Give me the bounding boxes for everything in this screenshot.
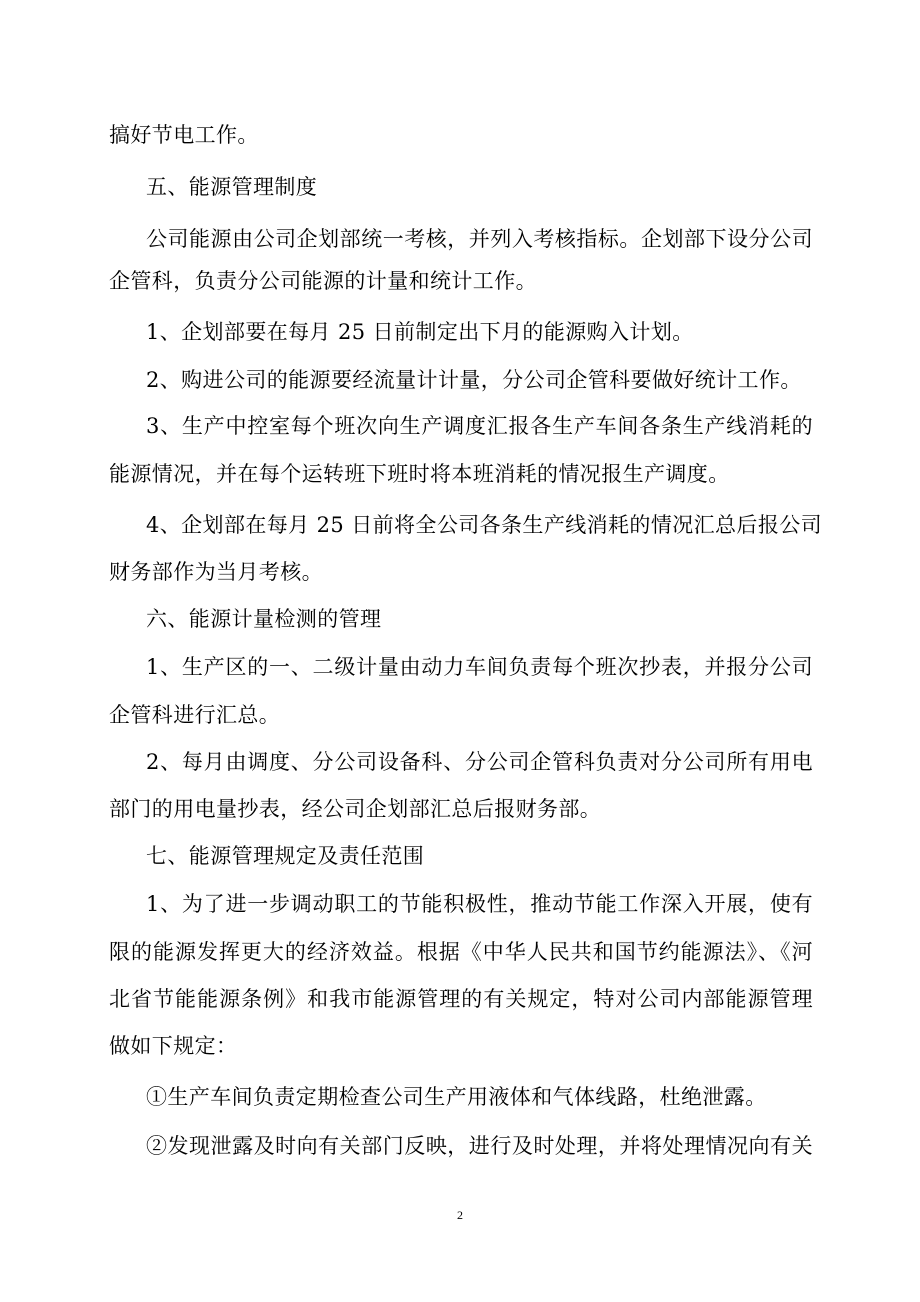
list-item: ②发现泄露及时向有关部门反映，进行及时处理，并将处理情况向有关 xyxy=(146,1134,813,1158)
text-line: 部门的用电量抄表，经公司企划部汇总后报财务部。 xyxy=(109,797,602,821)
list-item: 2、购进公司的能源要经流量计计量，分公司企管科要做好统计工作。 xyxy=(146,368,802,392)
text-line: 企管科，负责分公司能源的计量和统计工作。 xyxy=(109,269,537,293)
text-line: 财务部作为当月考核。 xyxy=(109,560,323,584)
list-item: 1、生产区的一、二级计量由动力车间负责每个班次抄表，并报分公司 xyxy=(146,655,813,679)
list-item: 1、企划部要在每月 25 日前制定出下月的能源购入计划。 xyxy=(146,320,694,344)
page-number: 2 xyxy=(457,1208,463,1222)
list-item: 2、每月由调度、分公司设备科、分公司企管科负责对分公司所有用电 xyxy=(146,750,813,774)
text-line: 搞好节电工作。 xyxy=(109,123,259,147)
text-line: 北省节能能源条例》和我市能源管理的有关规定，特对公司内部能源管理 xyxy=(109,987,813,1011)
text-line: 公司能源由公司企划部统一考核，并列入考核指标。企划部下设分公司 xyxy=(146,227,813,251)
text-line: 能源情况，并在每个运转班下班时将本班消耗的情况报生产调度。 xyxy=(109,462,730,486)
section-heading: 六、能源计量检测的管理 xyxy=(146,607,382,631)
list-item: 4、企划部在每月 25 日前将全公司各条生产线消耗的情况汇总后报公司 xyxy=(146,513,823,537)
text-line: 企管科进行汇总。 xyxy=(109,703,281,727)
section-heading: 七、能源管理规定及责任范围 xyxy=(146,844,425,868)
list-item: 3、生产中控室每个班次向生产调度汇报各生产车间各条生产线消耗的 xyxy=(146,414,813,438)
list-item: 1、为了进一步调动职工的节能积极性，推动节能工作深入开展，使有 xyxy=(146,892,813,916)
text-line: 做如下规定： xyxy=(109,1034,238,1058)
section-heading: 五、能源管理制度 xyxy=(146,175,318,199)
text-line: 限的能源发挥更大的经济效益。根据《中华人民共和国节约能源法》、《河 xyxy=(109,940,813,964)
list-item: ①生产车间负责定期检查公司生产用液体和气体线路，杜绝泄露。 xyxy=(146,1085,767,1109)
